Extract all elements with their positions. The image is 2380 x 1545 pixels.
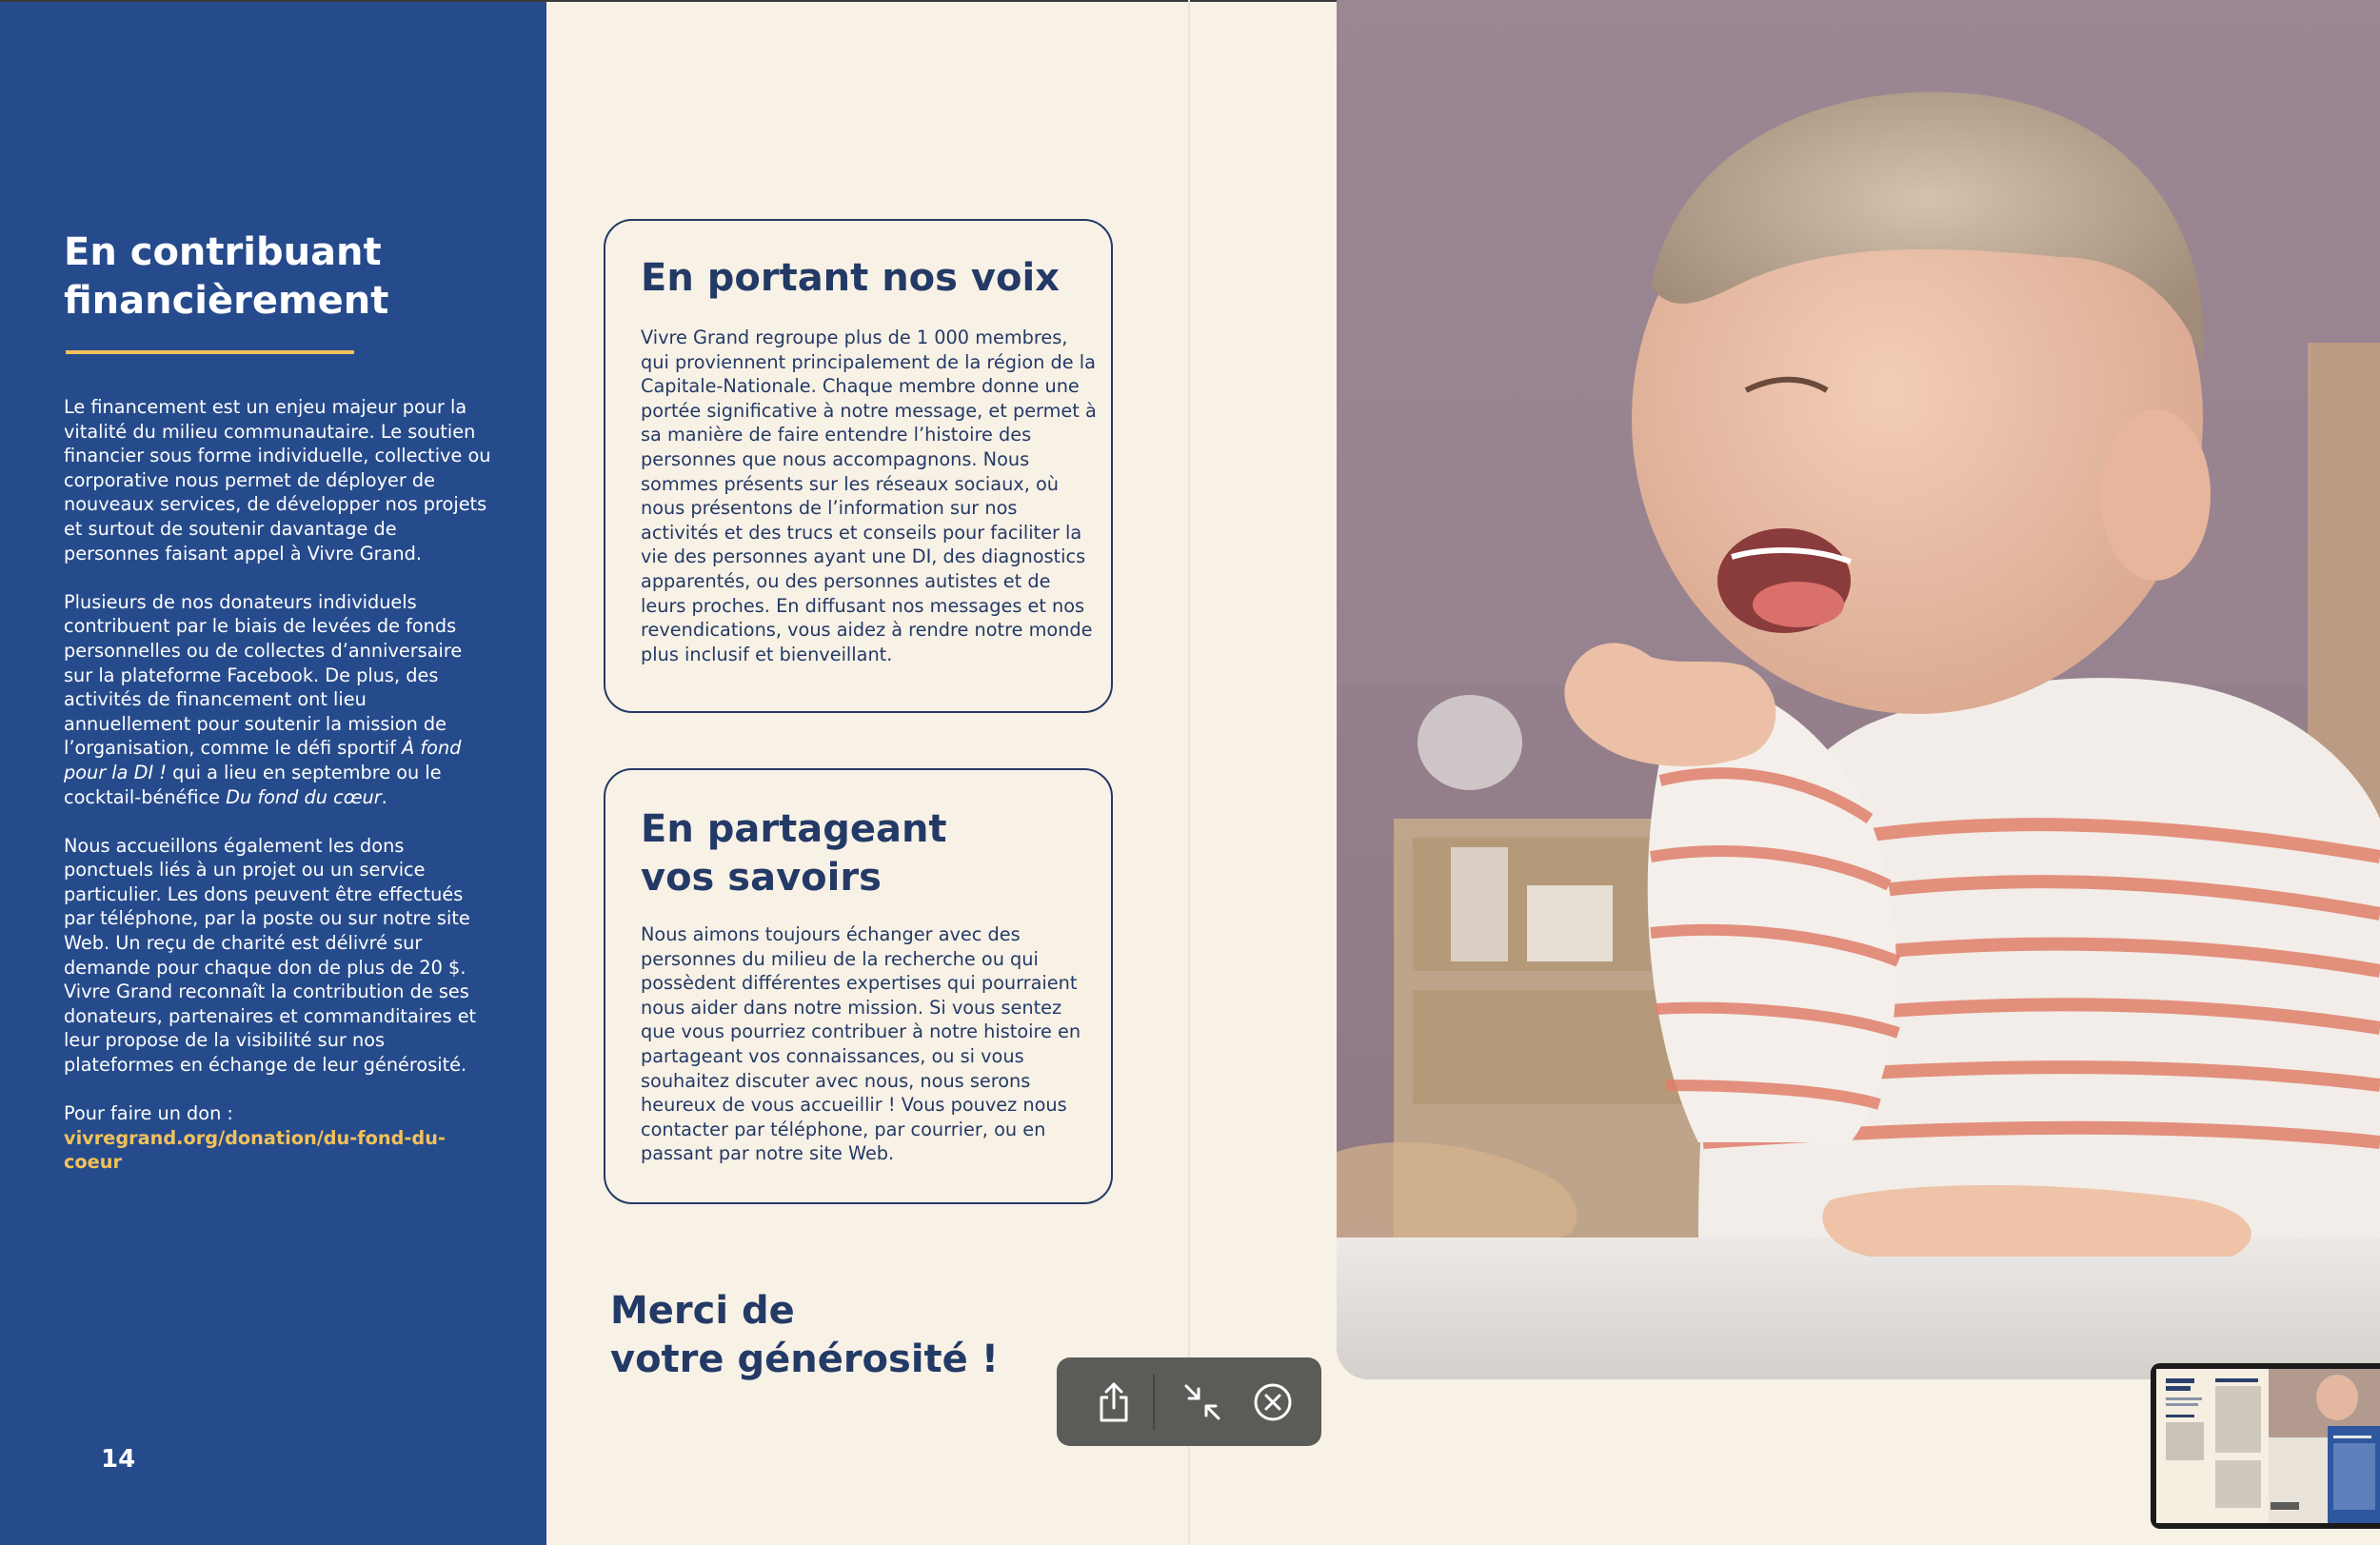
title-underline xyxy=(66,350,354,354)
donate-block xyxy=(64,1101,492,1175)
voices-card xyxy=(604,219,1113,713)
event-name-a-fond: À fond pour la DI ! xyxy=(64,737,462,783)
close-circle-icon[interactable] xyxy=(1249,1378,1297,1426)
financial-contribution-text xyxy=(64,395,492,1199)
paragraph-funding: Le financement est un enjeu majeur pour la vitalité du milieu communautaire. Le soutien financier sous forme individuelle, collective ou corporative nous permet de déployer de nouveaux services, de développer nos projets et surtout de soutenir davantage de personnes faisant appel à Vivre Grand. xyxy=(64,396,491,565)
knowledge-card-body: Nous aimons toujours échanger avec des personnes du milieu de la recherche ou qui possèdent différentes expertises qui pourraient nous aider dans notre mission. Si vous sentez que vous pourriez contribuer à notre histoire en partageant vos connaissances, ou si vous souhaitez discuter avec nous, nous serons heureux de vous accueillir ! Vous pouvez nous contacter par téléphone, par courrier, ou en passant par notre site Web. xyxy=(641,923,1081,1165)
title-line-1: En contribuant xyxy=(64,230,382,274)
event-name-du-fond-du-coeur: Du fond du cœur xyxy=(226,785,382,808)
voices-card-body: Vivre Grand regroupe plus de 1 000 membres, qui proviennent principalement de la région de la Capitale-Nationale. Chaque membre donne une portée significative à notre message, et permet à sa manière de faire entendre l’histoire des personnes que nous accompagnons. Nous sommes présents sur les réseaux sociaux, où nous présentons de l’information sur nos activités et des trucs et conseils pour faciliter la vie des personnes ayant une DI, des diagnostics apparentés, ou des personnes autistes et de leurs proches. En diffusant nos messages et nos revendications, vous aidez à rendre notre monde plus inclusif et bienveillant. xyxy=(641,327,1097,665)
toolbar-separator xyxy=(1153,1374,1155,1430)
title-line-2: financièrement xyxy=(64,279,389,323)
financial-contribution-title xyxy=(64,228,502,326)
knowledge-card-title: En partageant vos savoirs xyxy=(641,807,947,900)
financial-contribution-panel xyxy=(0,2,546,1545)
page-thumbnail-preview[interactable] xyxy=(2151,1363,2380,1529)
voices-card-title: En portant nos voix xyxy=(641,256,1060,300)
page-number: 14 xyxy=(101,1445,136,1474)
page-fold-line xyxy=(1188,0,1190,1545)
paragraph-one-time-donations: Nous accueillons également les dons ponctuels liés à un projet ou un service particulier. Les dons peuvent être effectués par téléphone, par la poste ou sur notre site Web. Un reçu de charité est délivré sur demande pour chaque don de plus de 20 $. Vivre Grand reconnaît la contribution de ses donateurs, partenaires et commanditaires et leur propose de la visibilité sur nos plateformes en échange de leur générosité. xyxy=(64,834,477,1077)
paragraph-donors: Plusieurs de nos donateurs individuels contribuent par le biais de levées de fonds personnelles ou de collectes d’anniversaire sur la plateforme Facebook. De plus, des activités de financement ont lieu annuellement pour soutenir la mission de l’organisation, comme le défi sportif À fond pour la DI ! qui a lieu en septembre ou le cocktail-bénéfice Du fond du cœur. xyxy=(64,590,463,808)
smiling-child-photo xyxy=(1337,0,2380,1379)
donate-link[interactable]: vivregrand.org/donation/du-fond-du-coeur xyxy=(64,1126,446,1174)
knowledge-card xyxy=(604,768,1113,1204)
thumbnail-page xyxy=(2156,1369,2380,1523)
share-icon[interactable] xyxy=(1090,1378,1138,1426)
collapse-arrows-icon[interactable] xyxy=(1179,1378,1226,1426)
viewer-toolbar xyxy=(1057,1357,1321,1446)
donate-label: Pour faire un don : xyxy=(64,1102,233,1125)
thank-you-heading: Merci de votre générosité ! xyxy=(610,1289,999,1381)
